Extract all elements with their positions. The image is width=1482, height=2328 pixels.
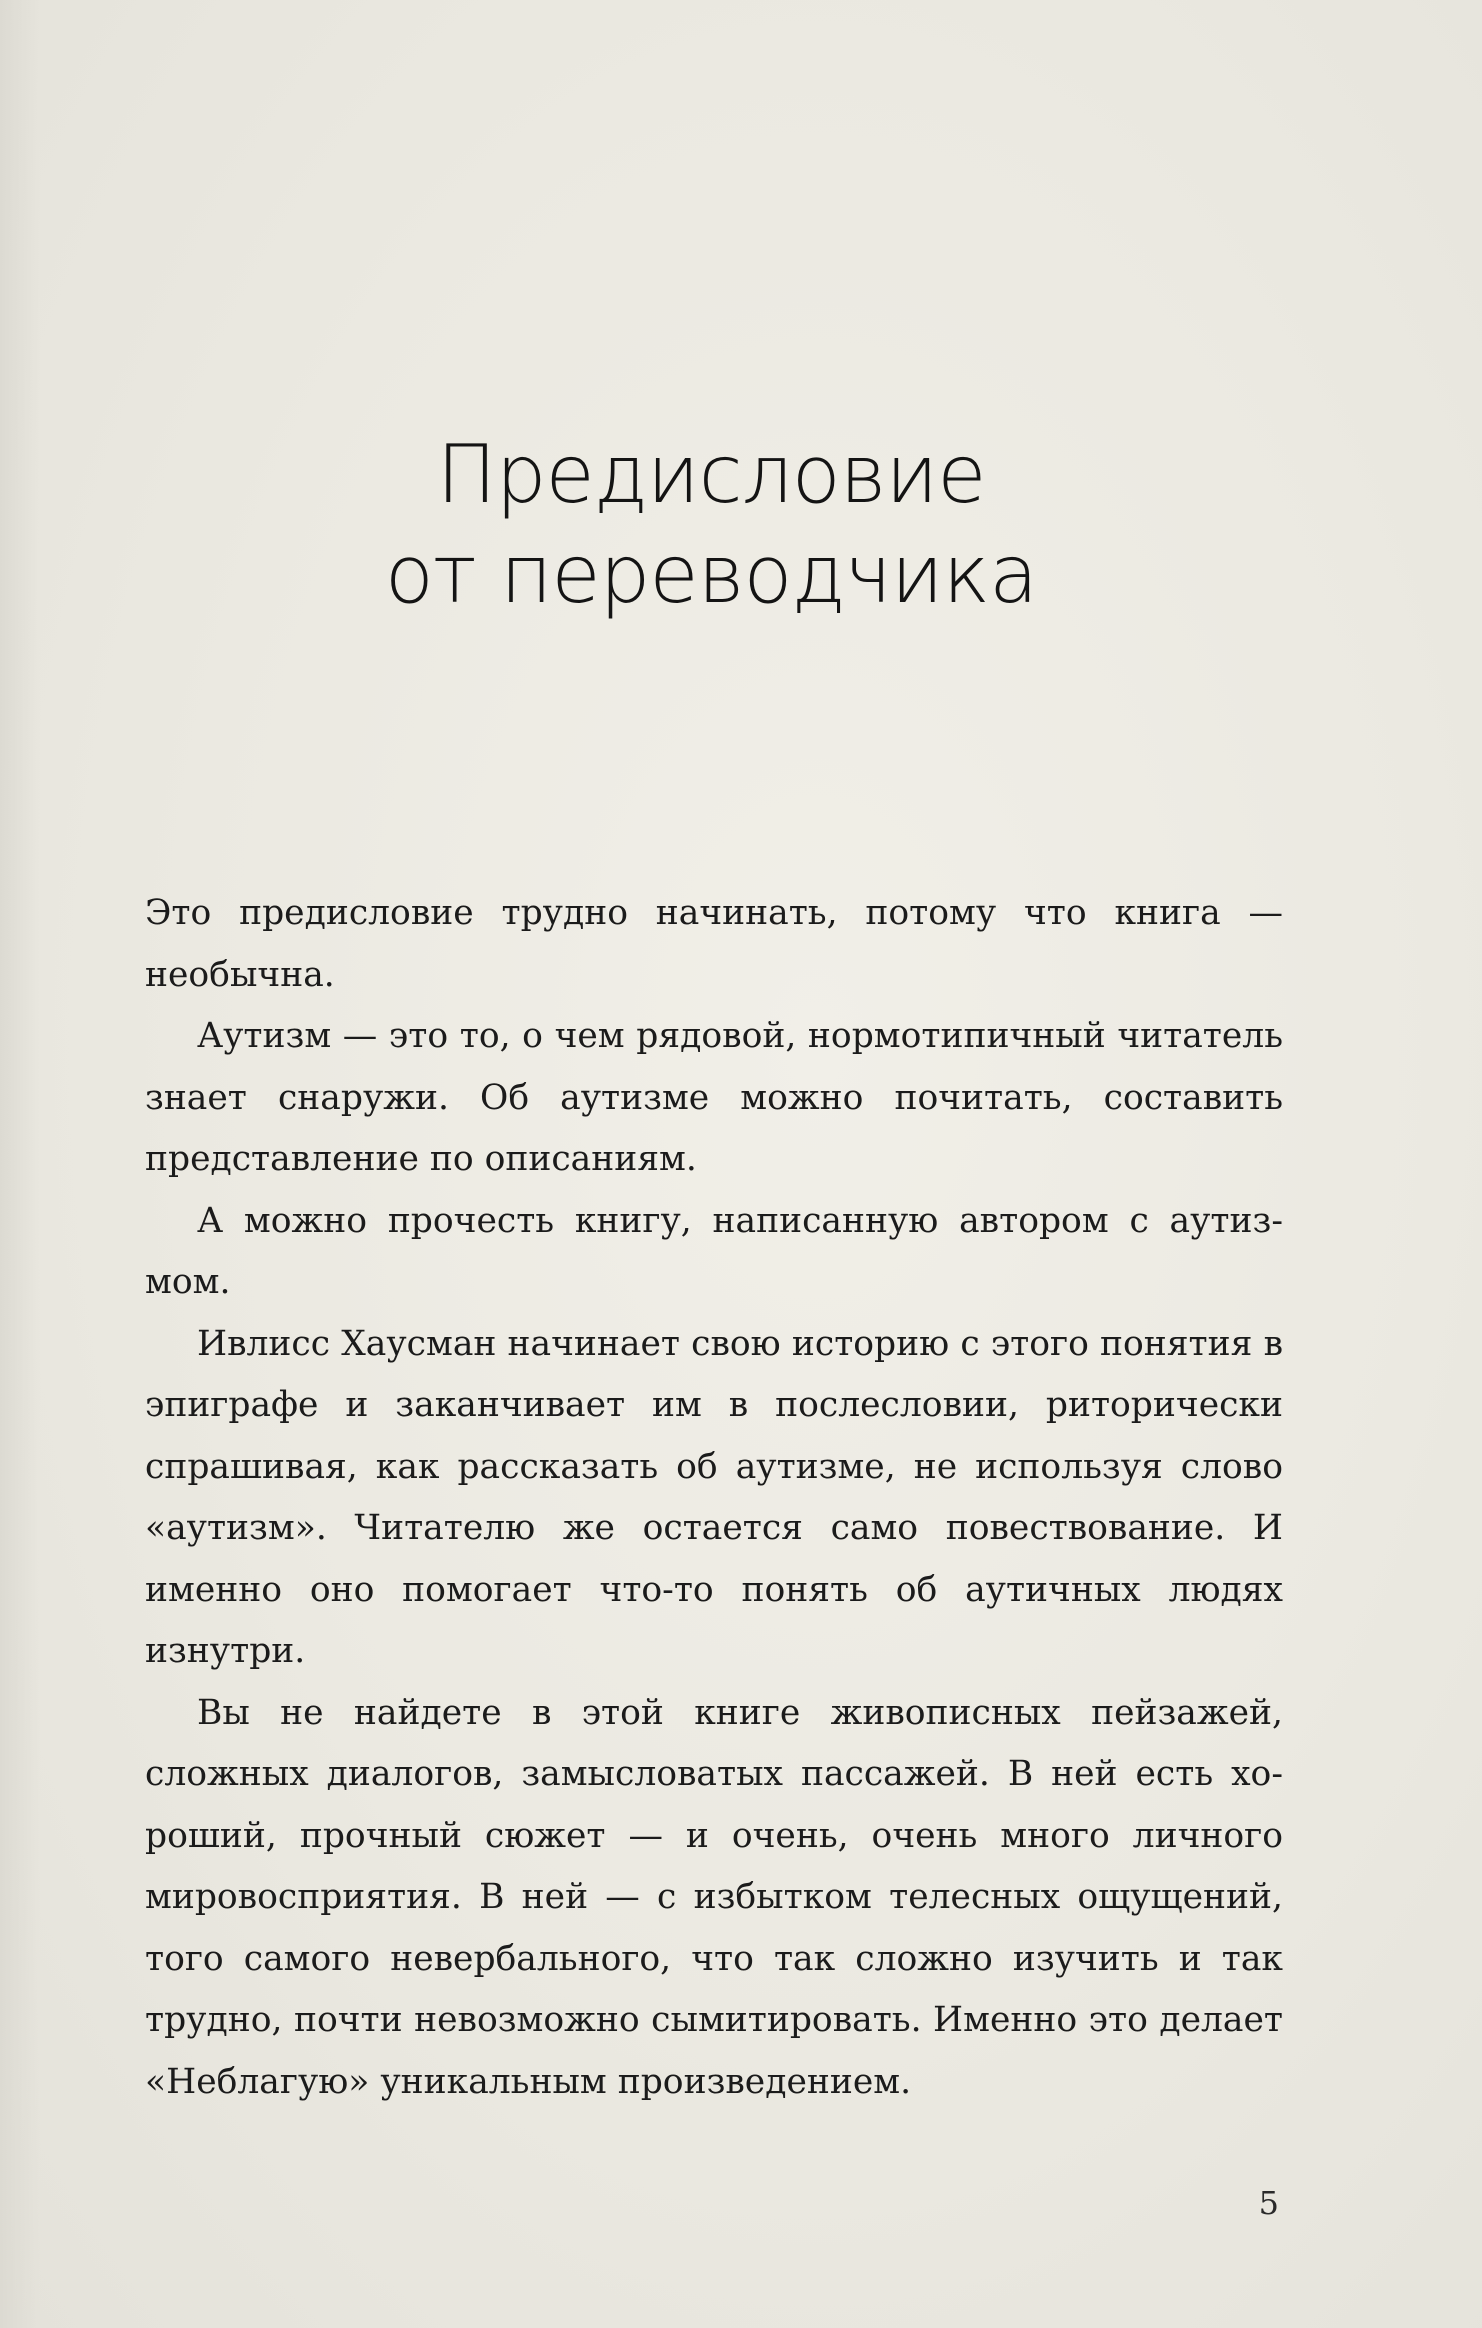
paragraph: Ивлисс Хаусман начинает свою историю с этого понятия в эпиграфе и заканчивает им в послесловии, риторически спрашивая, как рассказать об аутизме, не используя слово «аутизм». Читателю же остается само повествование. И именно оно помогает что-то понять об аутичных людях изнутри.: [145, 1323, 1283, 1671]
chapter-title-line-2: от переводчика: [384, 528, 1038, 621]
paragraph: Вы не найдете в этой книге живописных пейзажей, сложных диалогов, замысловатых пассажей. В ней есть хороший, прочный сюжет — и очень, очень много личного мировосприятия. В ней — с избытком телесных ощущений, того самого невербального, что так сложно изучить и так трудно, почти невозможно сымитировать. Именно это делает «Неблагую» уникальным произведением.: [145, 1692, 1283, 2102]
page-number: 5: [1258, 2184, 1279, 2222]
chapter-body: [145, 883, 1283, 2113]
chapter-title: [0, 425, 1422, 625]
paragraph: А можно прочесть книгу, написанную автором с аутизмом.: [145, 1200, 1283, 1302]
paragraph: Это предисловие трудно начинать, потому что книга — необычна.: [145, 893, 1283, 995]
chapter-title-line-1: Предисловие: [436, 428, 986, 521]
paragraph: Аутизм — это то, о чем рядовой, нормотипичный читатель знает снаружи. Об аутизме можно почитать, составить представление по описаниям.: [145, 1016, 1283, 1179]
